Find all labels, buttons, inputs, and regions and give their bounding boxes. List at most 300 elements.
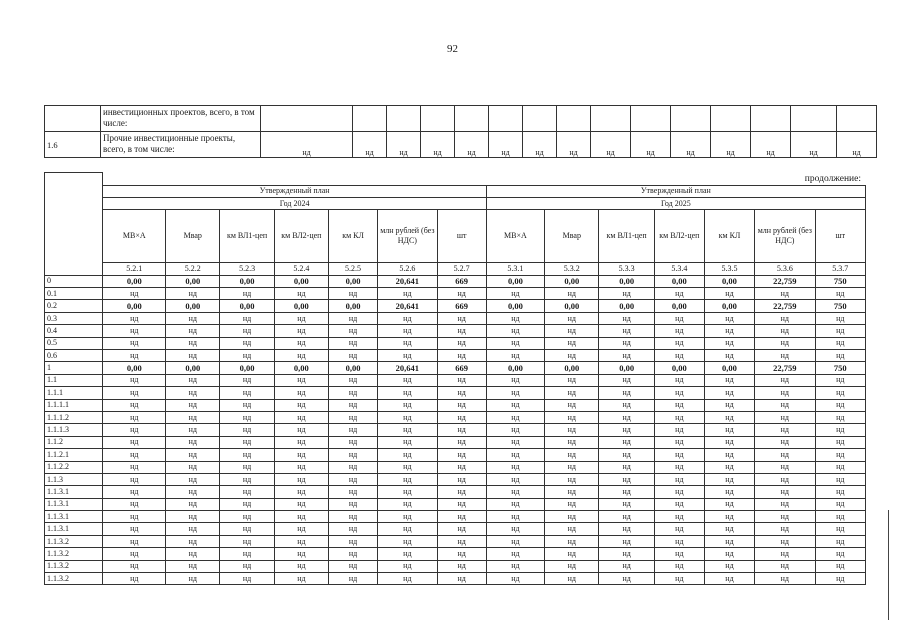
row-value: 0,00	[274, 300, 328, 312]
top-row-value: нд	[455, 132, 489, 158]
column-code: 5.3.5	[704, 263, 754, 275]
row-value: нд	[329, 498, 378, 510]
header-year-2024: Год 2024	[103, 197, 486, 209]
row-value: нд	[103, 535, 166, 547]
row-value: нд	[166, 498, 220, 510]
row-value: нд	[220, 548, 274, 560]
top-row-value	[455, 106, 489, 132]
row-value: нд	[545, 399, 599, 411]
row-value: нд	[486, 473, 544, 485]
row-value: нд	[545, 473, 599, 485]
row-value: нд	[545, 498, 599, 510]
row-value: нд	[437, 573, 486, 585]
top-row-value	[261, 106, 353, 132]
column-code: 5.2.3	[220, 263, 274, 275]
row-value: нд	[437, 387, 486, 399]
column-header: км ВЛ2-цеп	[274, 210, 328, 263]
row-value: нд	[755, 325, 816, 337]
row-value: нд	[274, 399, 328, 411]
row-value: нд	[545, 461, 599, 473]
row-value: нд	[274, 461, 328, 473]
top-table-row	[45, 132, 877, 158]
row-value: нд	[378, 535, 438, 547]
row-code: 1.1.2.1	[45, 449, 103, 461]
row-value: нд	[654, 411, 704, 423]
row-value: 0,00	[545, 275, 599, 287]
row-value: нд	[103, 399, 166, 411]
row-value: нд	[599, 511, 654, 523]
column-code: 5.3.6	[755, 263, 816, 275]
row-value: нд	[486, 548, 544, 560]
column-header: Мвар	[545, 210, 599, 263]
row-value: нд	[486, 387, 544, 399]
row-value: нд	[220, 461, 274, 473]
column-header: млн рублей (без НДС)	[378, 210, 438, 263]
header-group-row	[45, 185, 866, 197]
row-value: нд	[755, 387, 816, 399]
row-value: нд	[329, 486, 378, 498]
row-value: нд	[755, 436, 816, 448]
row-value: нд	[437, 312, 486, 324]
top-row-value	[631, 106, 671, 132]
row-value: 20,641	[378, 300, 438, 312]
row-value: нд	[704, 486, 754, 498]
row-value: нд	[437, 424, 486, 436]
row-value: 0,00	[220, 300, 274, 312]
row-value: нд	[599, 535, 654, 547]
row-value: нд	[437, 288, 486, 300]
row-value: нд	[545, 374, 599, 386]
row-value: нд	[329, 312, 378, 324]
row-value: нд	[755, 424, 816, 436]
top-row-description: инвестиционных проектов, всего, в том числе:	[101, 106, 261, 132]
row-value: нд	[437, 523, 486, 535]
table-row	[45, 535, 866, 547]
row-value: 750	[815, 275, 865, 287]
row-value: нд	[486, 424, 544, 436]
row-value: нд	[545, 560, 599, 572]
row-value: нд	[815, 449, 865, 461]
row-value: нд	[166, 560, 220, 572]
row-value: нд	[437, 548, 486, 560]
row-value: нд	[437, 449, 486, 461]
row-value: нд	[220, 374, 274, 386]
row-code: 1.1.1.2	[45, 411, 103, 423]
row-value: нд	[274, 560, 328, 572]
row-value: нд	[220, 449, 274, 461]
row-value: нд	[599, 560, 654, 572]
top-row-value: нд	[353, 132, 387, 158]
row-value: нд	[166, 374, 220, 386]
row-value: нд	[486, 511, 544, 523]
row-value: нд	[599, 523, 654, 535]
row-value: нд	[329, 325, 378, 337]
row-value: нд	[274, 436, 328, 448]
row-value: нд	[103, 548, 166, 560]
table-row	[45, 337, 866, 349]
row-value: 20,641	[378, 362, 438, 374]
table-row	[45, 548, 866, 560]
table-row	[45, 300, 866, 312]
row-value: нд	[755, 473, 816, 485]
row-value: нд	[378, 498, 438, 510]
row-value: 0,00	[329, 362, 378, 374]
row-value: нд	[437, 535, 486, 547]
row-value: нд	[274, 288, 328, 300]
row-value: нд	[378, 461, 438, 473]
row-value: нд	[220, 399, 274, 411]
row-value: нд	[815, 312, 865, 324]
row-value: нд	[755, 312, 816, 324]
row-value: нд	[274, 573, 328, 585]
row-value: нд	[329, 424, 378, 436]
row-value: нд	[654, 573, 704, 585]
row-value: нд	[274, 350, 328, 362]
row-value: нд	[329, 560, 378, 572]
row-value: нд	[166, 288, 220, 300]
row-value: нд	[274, 535, 328, 547]
row-value: нд	[437, 473, 486, 485]
row-value: нд	[274, 523, 328, 535]
row-value: нд	[220, 535, 274, 547]
column-code: 5.3.3	[599, 263, 654, 275]
row-code: 1.1.1.3	[45, 424, 103, 436]
row-value: нд	[755, 535, 816, 547]
row-value: нд	[486, 449, 544, 461]
row-value: нд	[815, 473, 865, 485]
row-value: 669	[437, 300, 486, 312]
row-value: нд	[654, 486, 704, 498]
row-value: нд	[599, 424, 654, 436]
top-row-value: нд	[751, 132, 791, 158]
row-value: нд	[378, 350, 438, 362]
top-row-value: нд	[523, 132, 557, 158]
row-value: нд	[329, 399, 378, 411]
row-value: 0,00	[486, 300, 544, 312]
row-value: нд	[274, 374, 328, 386]
row-value: 22,759	[755, 275, 816, 287]
row-value: нд	[654, 535, 704, 547]
row-value: нд	[755, 498, 816, 510]
table-row	[45, 461, 866, 473]
row-value: нд	[166, 523, 220, 535]
row-value: нд	[815, 399, 865, 411]
table-row	[45, 498, 866, 510]
row-value: нд	[437, 486, 486, 498]
row-value: нд	[437, 399, 486, 411]
row-value: нд	[329, 350, 378, 362]
top-row-code	[45, 106, 101, 132]
header-corner-cell	[45, 173, 103, 276]
row-value: нд	[378, 449, 438, 461]
row-value: 669	[437, 275, 486, 287]
row-value: нд	[599, 312, 654, 324]
top-row-value	[791, 106, 837, 132]
row-value: нд	[755, 523, 816, 535]
top-row-description: Прочие инвестиционные проекты, всего, в том числе:	[101, 132, 261, 158]
row-value: нд	[599, 548, 654, 560]
row-value: нд	[166, 535, 220, 547]
row-value: нд	[486, 374, 544, 386]
row-value: 0,00	[545, 362, 599, 374]
row-value: нд	[599, 436, 654, 448]
row-value: нд	[654, 473, 704, 485]
row-value: нд	[654, 337, 704, 349]
row-value: нд	[815, 498, 865, 510]
row-value: 0,00	[654, 275, 704, 287]
row-value: нд	[274, 387, 328, 399]
top-row-value	[837, 106, 877, 132]
column-header: шт	[437, 210, 486, 263]
row-code: 1.1.3.1	[45, 498, 103, 510]
column-code: 5.2.5	[329, 263, 378, 275]
top-row-value: нд	[591, 132, 631, 158]
row-code: 1.1.2.2	[45, 461, 103, 473]
row-code: 0.4	[45, 325, 103, 337]
row-value: нд	[437, 337, 486, 349]
top-row-value	[523, 106, 557, 132]
column-header: шт	[815, 210, 865, 263]
row-value: нд	[704, 473, 754, 485]
continuation-label: продолжение:	[804, 174, 861, 184]
row-value: нд	[220, 312, 274, 324]
row-value: нд	[704, 387, 754, 399]
row-value: нд	[815, 511, 865, 523]
row-value: нд	[220, 473, 274, 485]
row-value: нд	[815, 548, 865, 560]
row-code: 0.6	[45, 350, 103, 362]
column-header: млн рублей (без НДС)	[755, 210, 816, 263]
column-code: 5.2.6	[378, 263, 438, 275]
row-value: нд	[437, 498, 486, 510]
row-value: нд	[704, 511, 754, 523]
row-value: 0,00	[103, 362, 166, 374]
row-value: нд	[274, 449, 328, 461]
row-value: нд	[654, 288, 704, 300]
row-value: нд	[437, 325, 486, 337]
row-value: нд	[378, 411, 438, 423]
table-row	[45, 424, 866, 436]
top-row-value: нд	[711, 132, 751, 158]
column-header: Мвар	[166, 210, 220, 263]
row-value: 0,00	[599, 275, 654, 287]
row-value: 0,00	[220, 362, 274, 374]
row-value: нд	[599, 325, 654, 337]
row-value: нд	[654, 560, 704, 572]
row-value: нд	[486, 288, 544, 300]
row-code: 1.1.2	[45, 436, 103, 448]
row-value: нд	[274, 325, 328, 337]
row-code: 1.1.3.1	[45, 511, 103, 523]
column-code: 5.2.2	[166, 263, 220, 275]
header-year-2025: Год 2025	[486, 197, 865, 209]
header-year-row	[45, 197, 866, 209]
row-value: нд	[166, 436, 220, 448]
row-code: 1.1.1.1	[45, 399, 103, 411]
row-value: нд	[329, 411, 378, 423]
row-value: нд	[329, 511, 378, 523]
row-value: нд	[486, 399, 544, 411]
row-value: нд	[545, 424, 599, 436]
row-value: нд	[437, 511, 486, 523]
table-row	[45, 374, 866, 386]
row-code: 1.1.1	[45, 387, 103, 399]
top-row-value	[353, 106, 387, 132]
row-value: нд	[545, 387, 599, 399]
row-value: нд	[704, 560, 754, 572]
row-value: нд	[103, 473, 166, 485]
row-value: нд	[103, 337, 166, 349]
row-value: нд	[486, 325, 544, 337]
row-value: нд	[103, 411, 166, 423]
row-value: нд	[378, 325, 438, 337]
table-row	[45, 325, 866, 337]
row-value: нд	[103, 449, 166, 461]
top-row-value	[591, 106, 631, 132]
top-row-value	[751, 106, 791, 132]
table-row	[45, 560, 866, 572]
row-value: нд	[654, 523, 704, 535]
table-row	[45, 473, 866, 485]
row-value: нд	[274, 411, 328, 423]
row-code: 1	[45, 362, 103, 374]
column-code: 5.2.4	[274, 263, 328, 275]
row-value: нд	[545, 312, 599, 324]
row-value: нд	[437, 350, 486, 362]
row-value: нд	[378, 548, 438, 560]
row-value: нд	[378, 436, 438, 448]
row-value: нд	[755, 350, 816, 362]
row-value: нд	[274, 498, 328, 510]
row-value: нд	[378, 486, 438, 498]
row-value: 0,00	[704, 362, 754, 374]
row-value: нд	[599, 498, 654, 510]
row-value: нд	[378, 560, 438, 572]
row-value: нд	[545, 337, 599, 349]
row-value: нд	[704, 337, 754, 349]
row-value: 0,00	[486, 275, 544, 287]
row-value: нд	[704, 523, 754, 535]
row-value: нд	[166, 449, 220, 461]
row-value: нд	[103, 424, 166, 436]
row-value: нд	[378, 387, 438, 399]
row-value: нд	[755, 374, 816, 386]
row-value: нд	[815, 387, 865, 399]
row-value: 0,00	[274, 362, 328, 374]
row-code: 0.2	[45, 300, 103, 312]
top-row-value: нд	[387, 132, 421, 158]
row-value: 0,00	[329, 275, 378, 287]
row-value: нд	[274, 548, 328, 560]
row-value: нд	[599, 411, 654, 423]
row-value: нд	[486, 523, 544, 535]
row-value: нд	[378, 399, 438, 411]
row-value: нд	[545, 511, 599, 523]
column-header: км КЛ	[329, 210, 378, 263]
table-row	[45, 523, 866, 535]
table-row	[45, 362, 866, 374]
table-row	[45, 411, 866, 423]
row-code: 1.1.3.2	[45, 560, 103, 572]
row-value: нд	[704, 350, 754, 362]
row-value: нд	[329, 288, 378, 300]
row-value: нд	[654, 325, 704, 337]
row-value: нд	[755, 511, 816, 523]
row-value: нд	[755, 548, 816, 560]
row-value: нд	[378, 312, 438, 324]
column-code: 5.3.1	[486, 263, 544, 275]
row-value: нд	[815, 350, 865, 362]
row-value: нд	[166, 548, 220, 560]
row-value: нд	[704, 424, 754, 436]
row-value: нд	[545, 288, 599, 300]
table-row	[45, 275, 866, 287]
row-value: нд	[545, 350, 599, 362]
row-value: нд	[704, 573, 754, 585]
row-value: нд	[704, 449, 754, 461]
row-value: 0,00	[654, 300, 704, 312]
row-value: нд	[704, 399, 754, 411]
row-value: нд	[486, 350, 544, 362]
table-row	[45, 486, 866, 498]
row-value: нд	[329, 535, 378, 547]
row-value: нд	[545, 436, 599, 448]
row-value: нд	[166, 399, 220, 411]
row-value: нд	[166, 337, 220, 349]
row-value: нд	[654, 498, 704, 510]
row-value: 0,00	[599, 362, 654, 374]
row-value: нд	[166, 573, 220, 585]
row-value: нд	[486, 436, 544, 448]
row-value: 0,00	[486, 362, 544, 374]
row-value: 0,00	[329, 300, 378, 312]
row-code: 1.1.3.1	[45, 523, 103, 535]
row-value: нд	[545, 523, 599, 535]
top-row-value: нд	[631, 132, 671, 158]
row-value: нд	[220, 486, 274, 498]
row-value: нд	[815, 461, 865, 473]
row-value: 0,00	[166, 362, 220, 374]
header-spacer	[103, 173, 866, 186]
row-value: 0,00	[166, 275, 220, 287]
row-code: 0.1	[45, 288, 103, 300]
row-value: нд	[166, 325, 220, 337]
row-value: нд	[599, 486, 654, 498]
row-value: нд	[103, 523, 166, 535]
row-value: нд	[220, 498, 274, 510]
row-value: нд	[220, 424, 274, 436]
row-value: нд	[704, 535, 754, 547]
header-group-2025: Утвержденный план	[486, 185, 865, 197]
row-value: нд	[599, 573, 654, 585]
top-row-value	[489, 106, 523, 132]
row-value: нд	[599, 387, 654, 399]
row-value: нд	[545, 325, 599, 337]
row-value: нд	[166, 473, 220, 485]
row-value: 0,00	[166, 300, 220, 312]
top-row-value: нд	[489, 132, 523, 158]
row-value: нд	[599, 449, 654, 461]
row-value: нд	[654, 436, 704, 448]
row-value: нд	[329, 387, 378, 399]
column-header: км ВЛ1-цеп	[599, 210, 654, 263]
top-row-value: нд	[261, 132, 353, 158]
row-value: нд	[486, 337, 544, 349]
top-row-value: нд	[837, 132, 877, 158]
row-value: нд	[599, 473, 654, 485]
row-value: нд	[704, 461, 754, 473]
column-header: км ВЛ1-цеп	[220, 210, 274, 263]
